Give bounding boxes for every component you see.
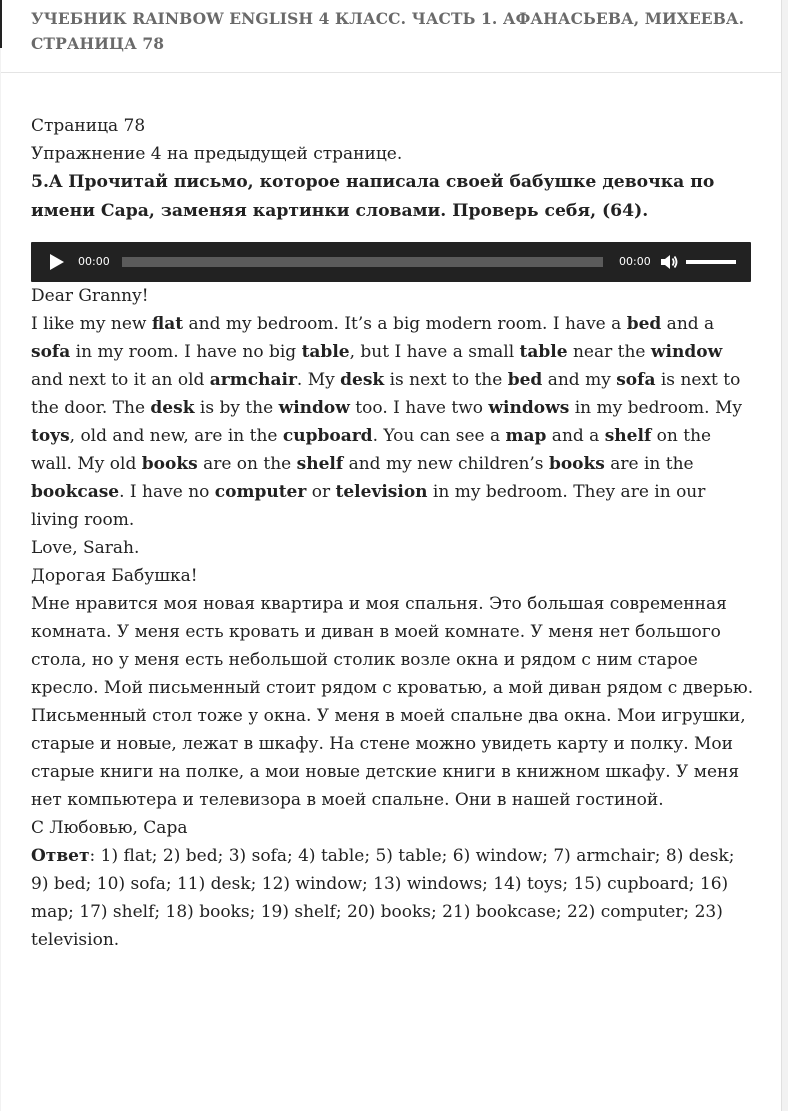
header-divider [1,72,781,73]
vocab-word: toys [31,426,70,446]
play-icon[interactable] [50,254,64,270]
vocab-word: armchair [209,370,297,390]
left-accent-bar [0,0,2,48]
vocab-word: bookcase [31,482,120,502]
volume-icon[interactable] [659,252,679,272]
letter-en-signature: Love, Sarah. [31,538,140,558]
letter-en-greeting: Dear Granny! [31,286,149,306]
vocab-word: desk [340,370,385,390]
article-content [31,112,756,954]
vocab-word: window [278,398,350,418]
vocab-word: books [141,454,198,474]
vocab-word: window [650,342,723,362]
audio-progress-track[interactable] [122,257,603,267]
vocab-word: sofa [616,370,656,390]
vocab-word: books [548,454,605,474]
answer-text: : 1) flat; 2) bed; 3) sofa; 4) table; 5) table; 6) window; 7) armchair; 8) desk; 9) bed; 10) sofa; 11) desk; 12) window; 13) windows; 14) toys; 15) cupboard; 16) map; 17) shelf; 18) books; 19) shelf; 20) books; 21) bookcase; 22) computer; 23) television. [31,846,735,950]
answer-paragraph [31,842,756,954]
letter-en-body: I like my new flat and my bedroom. It’s a big modern room. I have a bed and a sofa in my room. I have no big table, but I have a small table near the window and next to it an old armchair. My desk is next to the bed and my sofa is next to the door. The desk is by the window too. I have two windows in my bedroom. My toys, old and new, are in the cupboard. You can see a map and a shelf on the wall. My old books are on the shelf and my new children’s books are in the bookcase. I have no computer or television in my bedroom. They are in our living room. [31,314,742,530]
vocab-word: television [335,482,428,502]
page-label: Страница 78 [31,116,146,136]
audio-current-time: 00:00 [78,255,110,268]
letter-en [31,282,756,534]
vocab-word: sofa [31,342,71,362]
audio-duration: 00:00 [619,255,651,268]
letter-ru [31,562,756,814]
letter-ru-body: Мне нравится моя новая квартира и моя спальня. Это большая современная комната. У меня есть кровать и диван в моей комнате. У меня нет большого стола, но у меня есть небольшой столик возле окна и рядом с ним старое кресло. Мой письменный стоит рядом с кроватью, а мой диван рядом с дверью. Письменный стол тоже у окна. У меня в моей спальне два окна. Мои игрушки, старые и новые, лежат в шкафу. На стене можно увидеть карту и полку. Мои старые книги на полке, а мои новые детские книги в книжном шкафу. У меня нет компьютера и телевизора в моей спальне. Они в нашей гостиной. [31,594,754,810]
vocab-word: cupboard [282,426,373,446]
vocab-word: table [519,342,568,362]
vocab-word: flat [151,314,184,334]
vocab-word: table [301,342,350,362]
vocab-word: computer [214,482,307,502]
letter-ru-signature: С Любовью, Сара [31,818,188,838]
vocab-word: desk [150,398,195,418]
vocab-word: bed [507,370,543,390]
vocab-word: shelf [604,426,652,446]
exercise-reference: Упражнение 4 на предыдущей странице. [31,144,403,164]
volume-slider[interactable] [686,260,736,264]
answer-label: Ответ [31,846,90,866]
audio-player [31,242,751,282]
page-header-title: УЧЕБНИК RAINBOW ENGLISH 4 КЛАСС. ЧАСТЬ 1. АФАНАСЬЕВА, МИХЕЕВА. СТРАНИЦА 78 [31,9,745,53]
vocab-word: windows [488,398,570,418]
vocab-word: bed [626,314,662,334]
task-heading: 5.A Прочитай письмо, которое написала своей бабушке девочка по имени Сара, заменяя картинки словами. Проверь себя, (64). [31,172,715,221]
letter-ru-greeting: Дорогая Бабушка! [31,566,198,586]
vocab-word: map [505,426,547,446]
vocab-word: shelf [296,454,344,474]
